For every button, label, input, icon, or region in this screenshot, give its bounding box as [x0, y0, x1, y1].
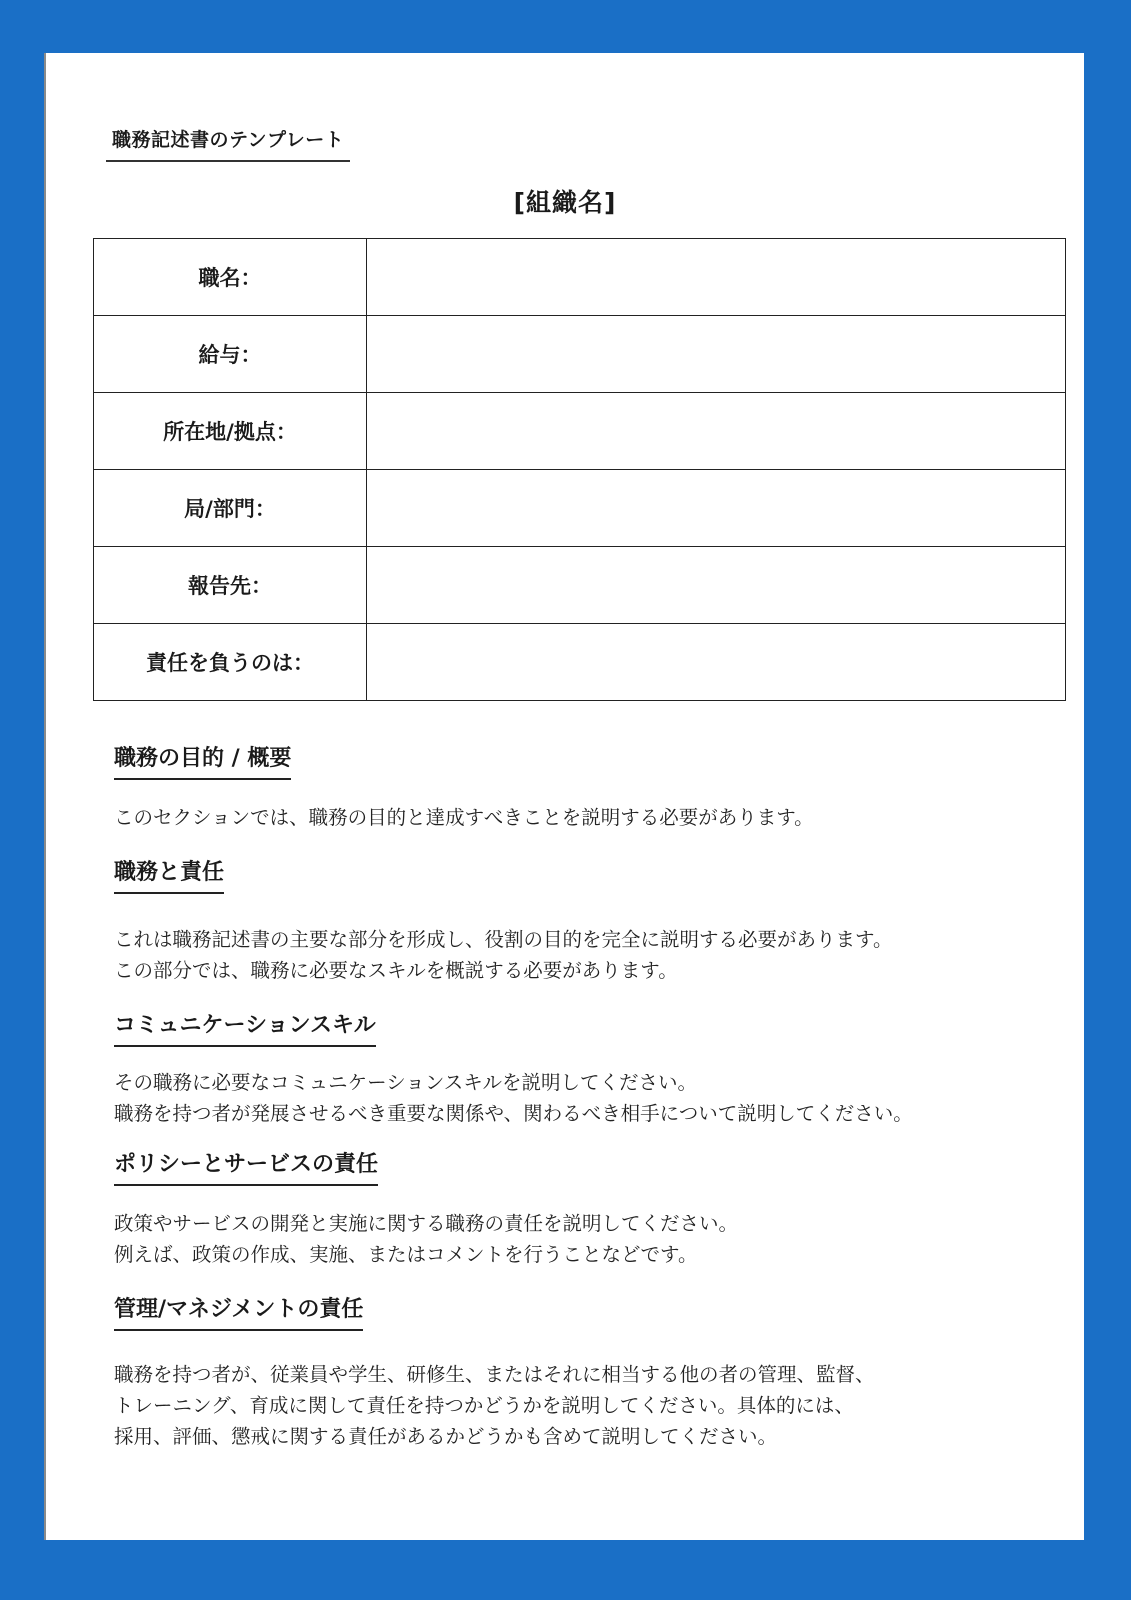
- salary-label: 給与：: [94, 316, 367, 393]
- department-field[interactable]: [367, 470, 1066, 547]
- document-page: [44, 53, 1084, 1540]
- section-line: トレーニング、育成に関して責任を持つかどうかを説明してください。具体的には、: [114, 1394, 854, 1417]
- table-row: [94, 547, 1066, 624]
- job-title-field[interactable]: [367, 239, 1066, 316]
- table-row: [94, 316, 1066, 393]
- section-line: このセクションでは、職務の目的と達成すべきことを説明する必要があります。: [114, 806, 814, 829]
- section-line: 職務を持つ者が、従業員や学生、研修生、またはそれに相当する他の者の管理、監督、: [114, 1363, 875, 1386]
- section-heading: 職務の目的 / 概要: [114, 741, 291, 780]
- responsible-for-label: 責任を負うのは：: [94, 624, 367, 701]
- section-heading: 職務と責任: [114, 855, 224, 894]
- section-heading: 管理/マネジメントの責任: [114, 1292, 363, 1331]
- section-communication: [114, 1008, 1054, 1129]
- table-row: [94, 624, 1066, 701]
- section-management: [114, 1292, 1054, 1452]
- section-line: この部分では、職務に必要なスキルを概説する必要があります。: [114, 959, 678, 982]
- responsible-for-field[interactable]: [367, 624, 1066, 701]
- table-row: [94, 239, 1066, 316]
- salary-field[interactable]: [367, 316, 1066, 393]
- section-line: 例えば、政策の作成、実施、またはコメントを行うことなどです。: [114, 1243, 698, 1266]
- job-info-table: [93, 238, 1066, 701]
- section-line: 職務を持つ者が発展させるべき重要な関係や、関わるべき相手について説明してください。: [114, 1102, 913, 1125]
- document-type-label: 職務記述書のテンプレート: [106, 125, 350, 162]
- section-duties: [114, 855, 1054, 986]
- organization-name-title: [組織名]: [513, 188, 617, 217]
- section-body: [114, 802, 1054, 833]
- reports-to-label: 報告先：: [94, 547, 367, 624]
- section-heading: コミュニケーションスキル: [114, 1008, 376, 1047]
- location-field[interactable]: [367, 393, 1066, 470]
- section-heading: ポリシーとサービスの責任: [114, 1147, 378, 1186]
- sections-container: [114, 741, 1054, 1452]
- location-label: 所在地/拠点：: [94, 393, 367, 470]
- section-line: その職務に必要なコミュニケーションスキルを説明してください。: [114, 1071, 698, 1094]
- section-policy: [114, 1147, 1054, 1270]
- section-body: [114, 1208, 1054, 1270]
- section-line: これは職務記述書の主要な部分を形成し、役割の目的を完全に説明する必要があります。: [114, 928, 893, 951]
- job-title-label: 職名：: [94, 239, 367, 316]
- table-row: [94, 393, 1066, 470]
- table-row: [94, 470, 1066, 547]
- section-line: 採用、評価、懲戒に関する責任があるかどうかも含めて説明してください。: [114, 1425, 778, 1448]
- department-label: 局/部門：: [94, 470, 367, 547]
- section-body: [114, 1067, 1054, 1129]
- section-purpose: [114, 741, 1054, 833]
- section-body: [114, 924, 1054, 986]
- section-line: 政策やサービスの開発と実施に関する職務の責任を説明してください。: [114, 1212, 739, 1235]
- reports-to-field[interactable]: [367, 547, 1066, 624]
- section-body: [114, 1359, 1054, 1452]
